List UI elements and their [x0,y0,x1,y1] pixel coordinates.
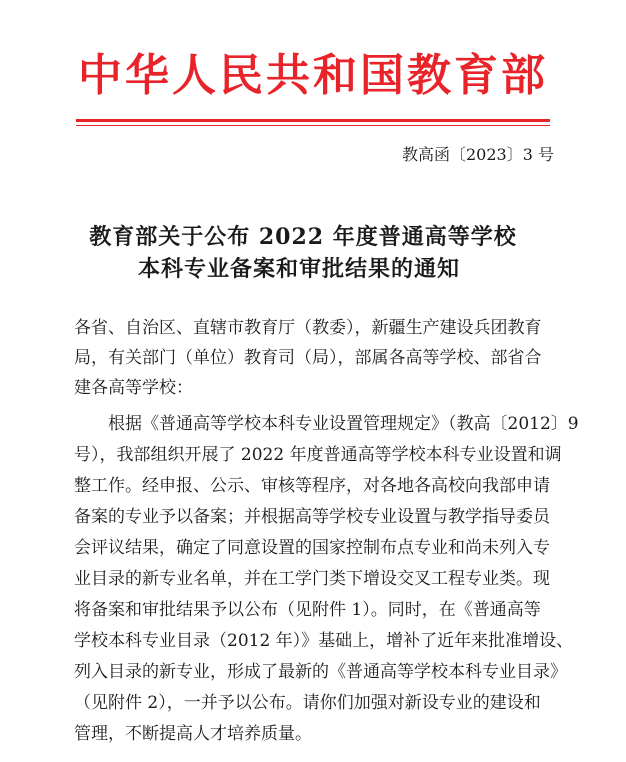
document-title-line-1: 教育部关于公布 2022 年度普通高等学校 [89,224,517,250]
body-line: 整工作。经申报、公示、审核等程序，对各地各高校向我部申请 [74,476,550,496]
body-line: 根据《普通高等学校本科专业设置管理规定》（教高〔2012〕9 [74,414,579,434]
document-number: 教高函〔2023〕3 号 [402,145,554,164]
body-line: 管理，不断提高人才培养质量。 [74,724,312,744]
body-line: 学校本科专业目录（2012 年）》基础上，增补了近年来批准增设、 [74,631,574,651]
document-title-line-2: 本科专业备案和审批结果的通知 [137,256,460,282]
body-line: 局，有关部门（单位）教育司（局），部属各高等学校、部省合 [74,348,542,368]
body-line: 将备案和审批结果予以公布（见附件 1）。同时，在《普通高等 [74,600,541,620]
body-line: （见附件 2），一并予以公布。请你们加强对新设专业的建设和 [74,693,541,713]
body-line: 号），我部组织开展了 2022 年度普通高等学校本科专业设置和调 [74,445,562,465]
body-line: 备案的专业予以备案；并根据高等学校专业设置与教学指导委员 [74,507,550,527]
header-red-rule-thin [76,125,550,126]
body-line: 会评议结果，确定了同意设置的国家控制布点专业和尚未列入专 [74,538,550,558]
body-line: 建各高等学校： [74,378,193,398]
body-line: 各省、自治区、直辖市教育厅（教委），新疆生产建设兵团教育 [74,318,542,338]
body-line: 列入目录的新专业，形成了最新的《普通高等学校本科专业目录》 [74,662,567,682]
header-red-rule-thick [76,119,550,122]
body-line: 业目录的新专业名单，并在工学门类下增设交叉工程专业类。现 [74,569,550,589]
issuer-header: 中华人民共和国教育部 [78,50,548,101]
